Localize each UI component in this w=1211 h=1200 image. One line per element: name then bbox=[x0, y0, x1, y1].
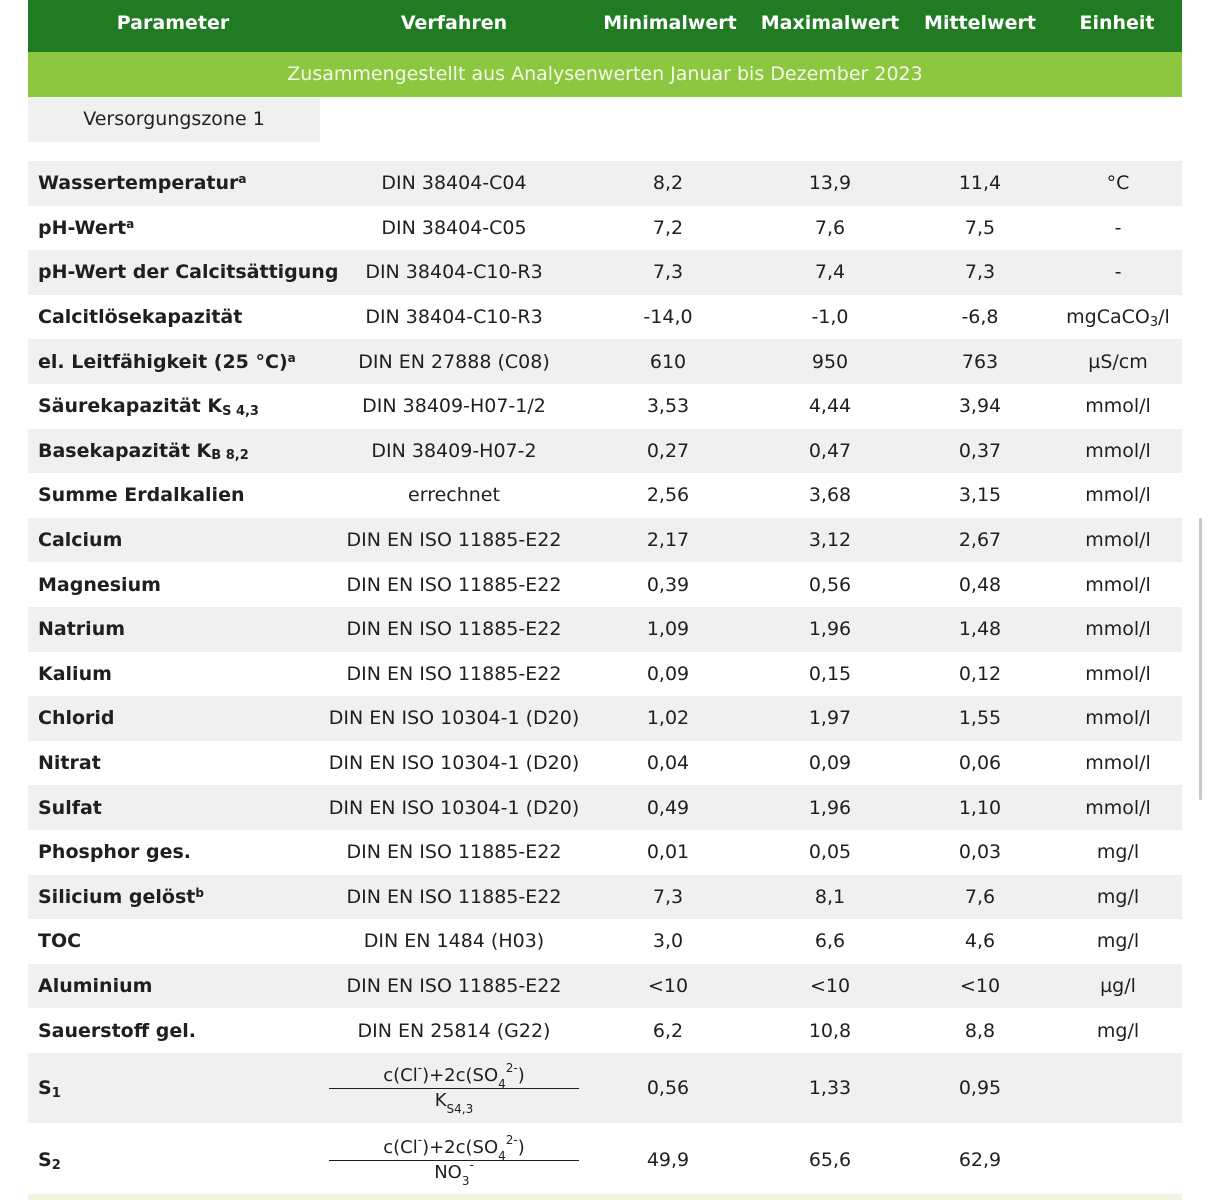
unit-cell bbox=[1048, 652, 1188, 697]
parameter-name: Basekapazität K bbox=[38, 439, 212, 462]
max-value-cell: 10,8 bbox=[808, 1019, 852, 1042]
parameter-footnote: a bbox=[238, 172, 247, 187]
parameter-name: Chlorid bbox=[38, 707, 115, 730]
header-maximalwert: Maximalwert bbox=[760, 12, 900, 34]
numerator-part: ) bbox=[517, 1065, 525, 1086]
unit-cell bbox=[1048, 473, 1188, 518]
verfahren-cell: DIN 38404-C04 bbox=[381, 172, 527, 195]
unit-cell bbox=[1048, 206, 1188, 251]
unit-text: mmol/l bbox=[1085, 484, 1151, 507]
table-row bbox=[28, 429, 1182, 474]
max-value-cell: 6,6 bbox=[814, 930, 846, 953]
table-row bbox=[28, 741, 1182, 786]
unit-cell bbox=[1048, 161, 1188, 206]
mean-value-cell: 1,10 bbox=[958, 796, 1002, 819]
table-header bbox=[28, 0, 1182, 52]
mean-value-cell: 62,9 bbox=[958, 1149, 1002, 1171]
mean-value-cell: -6,8 bbox=[961, 306, 999, 329]
unit-cell bbox=[1048, 295, 1188, 340]
min-value-cell: 0,56 bbox=[646, 1077, 690, 1099]
parameter-footnote: b bbox=[195, 885, 204, 900]
unit-text: mmol/l bbox=[1085, 707, 1151, 730]
max-value-cell: -1,0 bbox=[811, 306, 849, 329]
unit-text: mmol/l bbox=[1085, 752, 1151, 775]
parameter-name: Magnesium bbox=[38, 573, 161, 596]
unit-text: mmol/l bbox=[1085, 662, 1151, 685]
mean-value-cell: 0,12 bbox=[958, 662, 1002, 685]
min-value-cell: -14,0 bbox=[643, 306, 693, 329]
header-mittelwert: Mittelwert bbox=[924, 12, 1036, 34]
unit-cell bbox=[1048, 741, 1188, 786]
max-value-cell: 7,6 bbox=[814, 216, 846, 239]
index-name: S bbox=[38, 1077, 52, 1099]
max-value-cell: 8,1 bbox=[814, 885, 846, 908]
parameter-name: Sulfat bbox=[38, 796, 102, 819]
verfahren-cell: DIN EN ISO 11885-E22 bbox=[346, 529, 562, 552]
table-row bbox=[28, 206, 1182, 251]
min-value-cell: 3,0 bbox=[652, 930, 684, 953]
parameter-name: TOC bbox=[38, 930, 82, 953]
sulfate-charge: 2- bbox=[505, 1061, 518, 1075]
mean-value-cell: 7,3 bbox=[964, 261, 996, 284]
parameter-cell bbox=[38, 339, 328, 384]
min-value-cell: 7,2 bbox=[652, 216, 684, 239]
unit-cell bbox=[1048, 785, 1188, 830]
index-name-cell bbox=[38, 1053, 328, 1123]
unit-tail: /l bbox=[1158, 306, 1170, 329]
parameter-cell bbox=[38, 518, 328, 563]
max-value-cell: 1,33 bbox=[808, 1077, 852, 1099]
unit-cell bbox=[1048, 384, 1188, 429]
unit-cell bbox=[1048, 830, 1188, 875]
parameter-cell bbox=[38, 741, 328, 786]
table-row bbox=[28, 339, 1182, 384]
unit-text: mgCaCO bbox=[1066, 306, 1150, 329]
numerator-part: c(Cl bbox=[383, 1065, 418, 1086]
index-row bbox=[28, 1053, 1182, 1123]
max-value-cell: 0,05 bbox=[808, 841, 852, 864]
unit-cell bbox=[1048, 919, 1188, 964]
unit-subscript: 3 bbox=[1149, 314, 1159, 330]
parameter-name: Phosphor ges. bbox=[38, 841, 191, 864]
mean-value-cell: 1,48 bbox=[958, 618, 1002, 641]
formula-fraction bbox=[329, 1133, 579, 1188]
formula-cell bbox=[318, 1053, 590, 1123]
max-value-cell: 7,4 bbox=[814, 261, 846, 284]
max-value-cell: <10 bbox=[809, 975, 851, 998]
zone-label: Versorgungszone 1 bbox=[28, 97, 320, 142]
parameter-footnote: a bbox=[126, 216, 135, 231]
parameter-name: Nitrat bbox=[38, 752, 101, 775]
parameter-name: Calcitlösekapazität bbox=[38, 306, 243, 329]
max-value-cell: 1,97 bbox=[808, 707, 852, 730]
parameter-cell bbox=[38, 473, 328, 518]
min-value-cell: 7,3 bbox=[652, 261, 684, 284]
index-row bbox=[28, 1125, 1182, 1195]
parameter-name: Calcium bbox=[38, 529, 123, 552]
denominator-text: NO bbox=[434, 1162, 462, 1183]
index-subscript: 1 bbox=[51, 1085, 61, 1101]
parameter-name: Natrium bbox=[38, 618, 126, 641]
table-row bbox=[28, 161, 1182, 206]
unit-cell bbox=[1048, 1008, 1188, 1053]
verfahren-cell: DIN EN ISO 11885-E22 bbox=[346, 662, 562, 685]
unit-text: mmol/l bbox=[1085, 618, 1151, 641]
min-value-cell: 49,9 bbox=[646, 1149, 690, 1171]
min-value-cell: 0,49 bbox=[646, 796, 690, 819]
min-value-cell: 1,02 bbox=[646, 707, 690, 730]
header-einheit: Einheit bbox=[1079, 12, 1155, 34]
mean-value-cell: 7,6 bbox=[964, 885, 996, 908]
header-verfahren: Verfahren bbox=[400, 12, 508, 34]
table-row bbox=[28, 384, 1182, 429]
verfahren-cell: DIN EN 25814 (G22) bbox=[357, 1019, 551, 1042]
verfahren-cell: DIN 38409-H07-2 bbox=[371, 439, 537, 462]
min-value-cell: 2,17 bbox=[646, 529, 690, 552]
parameter-name: pH-Wert bbox=[38, 216, 127, 239]
parameter-cell bbox=[38, 562, 328, 607]
max-value-cell: 65,6 bbox=[808, 1149, 852, 1171]
verfahren-cell: DIN EN ISO 10304-1 (D20) bbox=[328, 707, 580, 730]
table-row bbox=[28, 696, 1182, 741]
mean-value-cell: 4,6 bbox=[964, 930, 996, 953]
mean-value-cell: 3,94 bbox=[958, 395, 1002, 418]
parameter-name: Sauerstoff gel. bbox=[38, 1019, 196, 1042]
unit-cell bbox=[1048, 875, 1188, 920]
unit-cell bbox=[1048, 607, 1188, 652]
chloride-charge: - bbox=[417, 1061, 423, 1075]
parameter-cell bbox=[38, 875, 328, 920]
denominator-text: K bbox=[434, 1090, 447, 1111]
min-value-cell: 0,27 bbox=[646, 439, 690, 462]
numerator-part: )+2c(SO bbox=[422, 1137, 499, 1158]
parameter-cell bbox=[38, 785, 328, 830]
mean-value-cell: 2,67 bbox=[958, 529, 1002, 552]
formula-numerator bbox=[329, 1061, 579, 1091]
table-row bbox=[28, 473, 1182, 518]
max-value-cell: 3,68 bbox=[808, 484, 852, 507]
mean-value-cell: 0,03 bbox=[958, 841, 1002, 864]
parameter-cell bbox=[38, 652, 328, 697]
parameter-subscript: S 4,3 bbox=[222, 403, 259, 419]
table-row bbox=[28, 964, 1182, 1009]
unit-cell bbox=[1048, 250, 1188, 295]
verfahren-cell: DIN 38404-C05 bbox=[381, 216, 527, 239]
max-value-cell: 1,96 bbox=[808, 618, 852, 641]
parameter-cell bbox=[38, 161, 328, 206]
unit-cell bbox=[1048, 518, 1188, 563]
table-row bbox=[28, 250, 1182, 295]
parameter-name: Silicium gelöst bbox=[38, 885, 196, 908]
max-value-cell: 0,56 bbox=[808, 573, 852, 596]
formula-fraction bbox=[329, 1061, 579, 1116]
max-value-cell: 13,9 bbox=[808, 172, 852, 195]
mean-value-cell: 3,15 bbox=[958, 484, 1002, 507]
footer-strip bbox=[28, 1194, 1182, 1200]
verfahren-cell: DIN EN ISO 11885-E22 bbox=[346, 975, 562, 998]
verfahren-cell: DIN 38404-C10-R3 bbox=[365, 261, 543, 284]
min-value-cell: 6,2 bbox=[652, 1019, 684, 1042]
parameter-cell bbox=[38, 429, 328, 474]
formula-numerator bbox=[329, 1133, 579, 1163]
parameter-cell bbox=[38, 919, 328, 964]
max-value-cell: 4,44 bbox=[808, 395, 852, 418]
index-name-cell bbox=[38, 1125, 328, 1195]
table-row bbox=[28, 295, 1182, 340]
verfahren-cell: DIN 38404-C10-R3 bbox=[365, 306, 543, 329]
unit-cell bbox=[1048, 339, 1188, 384]
mean-value-cell: 0,37 bbox=[958, 439, 1002, 462]
unit-text: mmol/l bbox=[1085, 529, 1151, 552]
scrollbar[interactable] bbox=[1199, 518, 1202, 800]
max-value-cell: 0,47 bbox=[808, 439, 852, 462]
parameter-cell bbox=[38, 830, 328, 875]
parameter-name: Kalium bbox=[38, 662, 112, 685]
mean-value-cell: <10 bbox=[959, 975, 1001, 998]
formula-denominator bbox=[434, 1158, 474, 1188]
table-row bbox=[28, 875, 1182, 920]
min-value-cell: 0,09 bbox=[646, 662, 690, 685]
table-row bbox=[28, 518, 1182, 563]
min-value-cell: 1,09 bbox=[646, 618, 690, 641]
sulfate-subscript: 4 bbox=[498, 1077, 506, 1091]
parameter-subscript: B 8,2 bbox=[211, 448, 249, 464]
verfahren-cell: errechnet bbox=[408, 484, 500, 507]
parameter-name: Summe Erdalkalien bbox=[38, 484, 245, 507]
table-row bbox=[28, 785, 1182, 830]
header-minimalwert: Minimalwert bbox=[603, 12, 737, 34]
verfahren-cell: DIN EN ISO 11885-E22 bbox=[346, 618, 562, 641]
mean-value-cell: 7,5 bbox=[964, 216, 996, 239]
unit-cell bbox=[1048, 696, 1188, 741]
table-row bbox=[28, 652, 1182, 697]
table-row bbox=[28, 607, 1182, 652]
header-parameter: Parameter bbox=[116, 12, 230, 34]
parameter-cell bbox=[38, 250, 339, 295]
table-row bbox=[28, 830, 1182, 875]
chloride-charge: - bbox=[417, 1133, 423, 1147]
unit-text: mmol/l bbox=[1085, 439, 1151, 462]
parameter-cell bbox=[38, 964, 328, 1009]
min-value-cell: 8,2 bbox=[652, 172, 684, 195]
max-value-cell: 3,12 bbox=[808, 529, 852, 552]
verfahren-cell: DIN EN ISO 10304-1 (D20) bbox=[328, 752, 580, 775]
mean-value-cell: 1,55 bbox=[958, 707, 1002, 730]
min-value-cell: 3,53 bbox=[646, 395, 690, 418]
parameter-footnote: a bbox=[287, 350, 296, 365]
table-row bbox=[28, 1008, 1182, 1053]
unit-cell bbox=[1048, 964, 1188, 1009]
mean-value-cell: 8,8 bbox=[964, 1019, 996, 1042]
verfahren-cell: DIN EN ISO 10304-1 (D20) bbox=[328, 796, 580, 819]
unit-text: µS/cm bbox=[1088, 350, 1148, 373]
parameter-cell bbox=[38, 1008, 328, 1053]
parameter-cell bbox=[38, 607, 328, 652]
min-value-cell: 2,56 bbox=[646, 484, 690, 507]
unit-cell bbox=[1048, 562, 1188, 607]
formula-cell bbox=[318, 1125, 590, 1195]
numerator-part: )+2c(SO bbox=[422, 1065, 499, 1086]
mean-value-cell: 763 bbox=[961, 350, 999, 373]
verfahren-cell: DIN EN ISO 11885-E22 bbox=[346, 841, 562, 864]
numerator-part: c(Cl bbox=[383, 1137, 418, 1158]
min-value-cell: 610 bbox=[649, 350, 687, 373]
parameter-name: el. Leitfähigkeit (25 °C) bbox=[38, 350, 288, 373]
mean-value-cell: 11,4 bbox=[958, 172, 1002, 195]
min-value-cell: 0,39 bbox=[646, 573, 690, 596]
unit-text: mg/l bbox=[1096, 930, 1140, 953]
mean-value-cell: 0,95 bbox=[958, 1077, 1002, 1099]
parameter-name: Wassertemperatur bbox=[38, 172, 239, 195]
verfahren-cell: DIN EN ISO 11885-E22 bbox=[346, 573, 562, 596]
parameter-cell bbox=[38, 206, 328, 251]
unit-text: - bbox=[1114, 261, 1122, 284]
parameter-name: Aluminium bbox=[38, 975, 153, 998]
sulfate-subscript: 4 bbox=[498, 1149, 506, 1163]
verfahren-cell: DIN EN 1484 (H03) bbox=[363, 930, 545, 953]
max-value-cell: 950 bbox=[811, 350, 849, 373]
unit-text: µg/l bbox=[1100, 975, 1136, 998]
parameter-cell bbox=[38, 295, 328, 340]
min-value-cell: 0,04 bbox=[646, 752, 690, 775]
table-subtitle: Zusammengestellt aus Analysenwerten Januar bis Dezember 2023 bbox=[28, 52, 1182, 97]
unit-text: mmol/l bbox=[1085, 796, 1151, 819]
parameter-cell bbox=[38, 384, 328, 429]
unit-text: mg/l bbox=[1096, 885, 1140, 908]
parameter-name: pH-Wert der Calcitsättigung bbox=[38, 261, 339, 284]
verfahren-cell: DIN EN 27888 (C08) bbox=[358, 350, 550, 373]
index-name: S bbox=[38, 1149, 52, 1171]
max-value-cell: 1,96 bbox=[808, 796, 852, 819]
mean-value-cell: 0,06 bbox=[958, 752, 1002, 775]
index-subscript: 2 bbox=[51, 1157, 61, 1173]
unit-text: mg/l bbox=[1096, 841, 1140, 864]
denominator-charge: - bbox=[469, 1158, 474, 1172]
formula-denominator bbox=[434, 1089, 474, 1116]
denominator-subscript: 3 bbox=[461, 1174, 470, 1188]
min-value-cell: 7,3 bbox=[652, 885, 684, 908]
min-value-cell: <10 bbox=[647, 975, 689, 998]
unit-text: °C bbox=[1106, 172, 1130, 195]
unit-text: mmol/l bbox=[1085, 395, 1151, 418]
verfahren-cell: DIN 38409-H07-1/2 bbox=[362, 395, 546, 418]
max-value-cell: 0,15 bbox=[808, 662, 852, 685]
parameter-name: Säurekapazität K bbox=[38, 395, 223, 418]
numerator-part: ) bbox=[517, 1137, 525, 1158]
table-row bbox=[28, 919, 1182, 964]
unit-text: mg/l bbox=[1096, 1019, 1140, 1042]
unit-cell bbox=[1048, 429, 1188, 474]
parameter-cell bbox=[38, 696, 328, 741]
sulfate-charge: 2- bbox=[505, 1133, 518, 1147]
mean-value-cell: 0,48 bbox=[958, 573, 1002, 596]
table-row bbox=[28, 562, 1182, 607]
max-value-cell: 0,09 bbox=[808, 752, 852, 775]
unit-text: - bbox=[1114, 216, 1122, 239]
denominator-subscript: S4,3 bbox=[446, 1102, 474, 1116]
unit-text: mmol/l bbox=[1085, 573, 1151, 596]
min-value-cell: 0,01 bbox=[646, 841, 690, 864]
verfahren-cell: DIN EN ISO 11885-E22 bbox=[346, 885, 562, 908]
